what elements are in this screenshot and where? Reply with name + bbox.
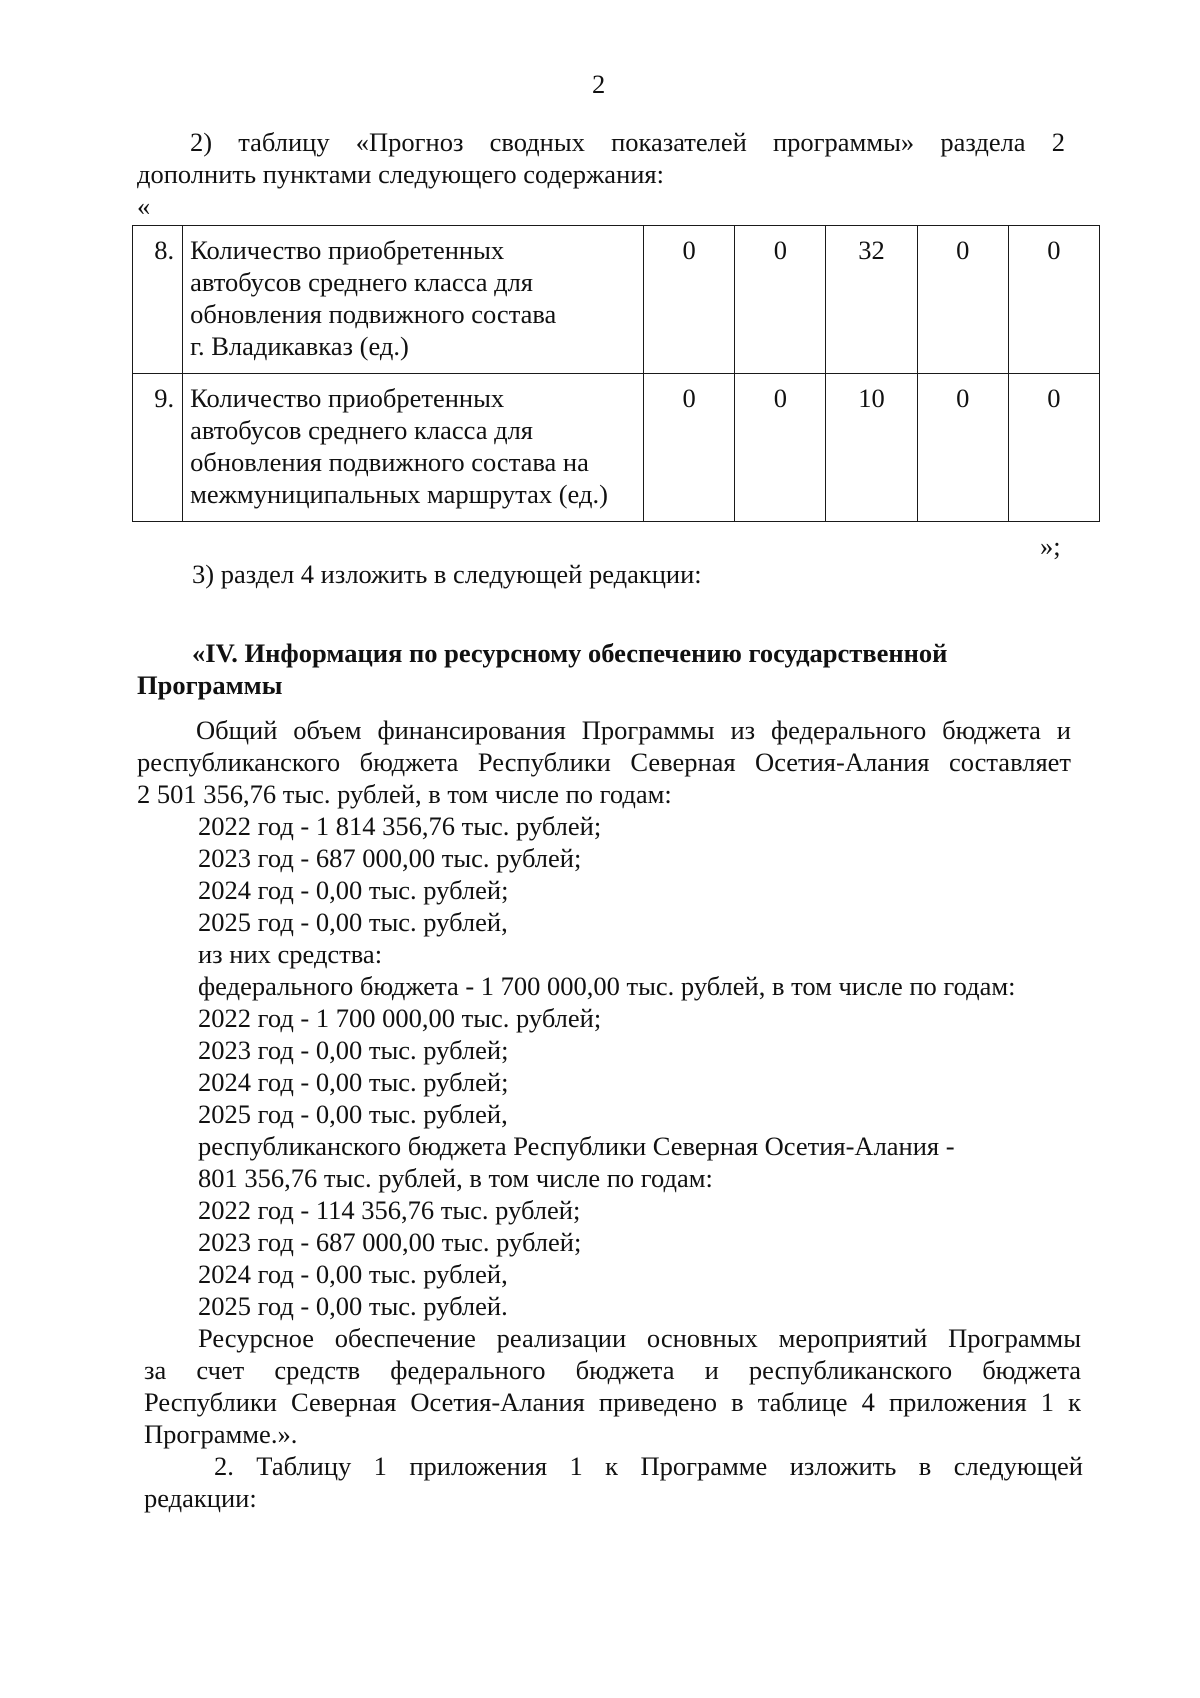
para2-line2: за счет средств федерального бюджета и республиканского бюджета xyxy=(144,1355,1081,1385)
para2-line1: Ресурсное обеспечение реализации основных мероприятий Программы xyxy=(198,1323,1081,1353)
row-number: 9. xyxy=(133,374,183,522)
row-description xyxy=(183,374,644,522)
value-cell: 32 xyxy=(826,226,917,374)
funding-line: 2023 год - 687 000,00 тыс. рублей; xyxy=(198,1227,582,1257)
section-heading-line2: Программы xyxy=(137,670,283,700)
funding-line: 801 356,76 тыс. рублей, в том числе по годам: xyxy=(198,1163,713,1193)
indicator-table xyxy=(132,225,1100,522)
funding-line: из них средства: xyxy=(198,939,383,969)
value-cell: 0 xyxy=(917,374,1008,522)
page-number: 2 xyxy=(592,69,606,99)
funding-line: 2025 год - 0,00 тыс. рублей. xyxy=(198,1291,508,1321)
para2-line4: Программе.». xyxy=(144,1419,298,1449)
description-line: обновления подвижного состава на xyxy=(190,447,589,477)
table-row xyxy=(133,374,1100,522)
item2-line1: 2) таблицу «Прогноз сводных показателей программы» раздела 2 xyxy=(190,127,1065,157)
funding-line: 2024 год - 0,00 тыс. рублей; xyxy=(198,875,509,905)
description-line: г. Владикавказ (ед.) xyxy=(190,331,409,361)
funding-line: 2022 год - 114 356,76 тыс. рублей; xyxy=(198,1195,581,1225)
row-description xyxy=(183,226,644,374)
para2-line3: Республики Северная Осетия-Алания приведено в таблице 4 приложения 1 к xyxy=(144,1387,1081,1417)
item3-text: 3) раздел 4 изложить в следующей редакции: xyxy=(192,559,702,589)
funding-line: 2023 год - 687 000,00 тыс. рублей; xyxy=(198,843,582,873)
item2-line2: дополнить пунктами следующего содержания: xyxy=(137,159,664,189)
para1-line2: республиканского бюджета Республики Северная Осетия-Алания составляет xyxy=(137,747,1071,777)
para1-line1: Общий объем финансирования Программы из федерального бюджета и xyxy=(196,715,1071,745)
open-quote: « xyxy=(137,191,151,221)
funding-line: 2025 год - 0,00 тыс. рублей, xyxy=(198,1099,508,1129)
funding-line: федерального бюджета - 1 700 000,00 тыс. рублей, в том числе по годам: xyxy=(198,971,1016,1001)
value-cell: 0 xyxy=(1008,226,1099,374)
description-line: автобусов среднего класса для xyxy=(190,415,533,445)
item-2-line1: 2. Таблицу 1 приложения 1 к Программе изложить в следующей xyxy=(214,1451,1083,1481)
funding-line: 2024 год - 0,00 тыс. рублей, xyxy=(198,1259,508,1289)
para1-line3: 2 501 356,76 тыс. рублей, в том числе по годам: xyxy=(137,779,672,809)
table-row xyxy=(133,226,1100,374)
description-line: межмуниципальных маршрутах (ед.) xyxy=(190,479,608,509)
description-line: обновления подвижного состава xyxy=(190,299,557,329)
funding-line: республиканского бюджета Республики Северная Осетия-Алания - xyxy=(198,1131,955,1161)
description-line: Количество приобретенных xyxy=(190,235,505,265)
value-cell: 0 xyxy=(735,226,826,374)
row-number: 8. xyxy=(133,226,183,374)
funding-line: 2023 год - 0,00 тыс. рублей; xyxy=(198,1035,509,1065)
value-cell: 0 xyxy=(917,226,1008,374)
close-quote: »; xyxy=(1040,531,1061,561)
value-cell: 0 xyxy=(1008,374,1099,522)
funding-line: 2025 год - 0,00 тыс. рублей, xyxy=(198,907,508,937)
value-cell: 10 xyxy=(826,374,917,522)
value-cell: 0 xyxy=(735,374,826,522)
description-line: Количество приобретенных xyxy=(190,383,505,413)
funding-line: 2022 год - 1 700 000,00 тыс. рублей; xyxy=(198,1003,602,1033)
item-2-line2: редакции: xyxy=(144,1483,257,1513)
funding-line: 2022 год - 1 814 356,76 тыс. рублей; xyxy=(198,811,602,841)
funding-line: 2024 год - 0,00 тыс. рублей; xyxy=(198,1067,509,1097)
value-cell: 0 xyxy=(644,374,735,522)
section-heading-line1: «IV. Информация по ресурсному обеспечению государственной xyxy=(192,638,948,668)
value-cell: 0 xyxy=(644,226,735,374)
description-line: автобусов среднего класса для xyxy=(190,267,533,297)
